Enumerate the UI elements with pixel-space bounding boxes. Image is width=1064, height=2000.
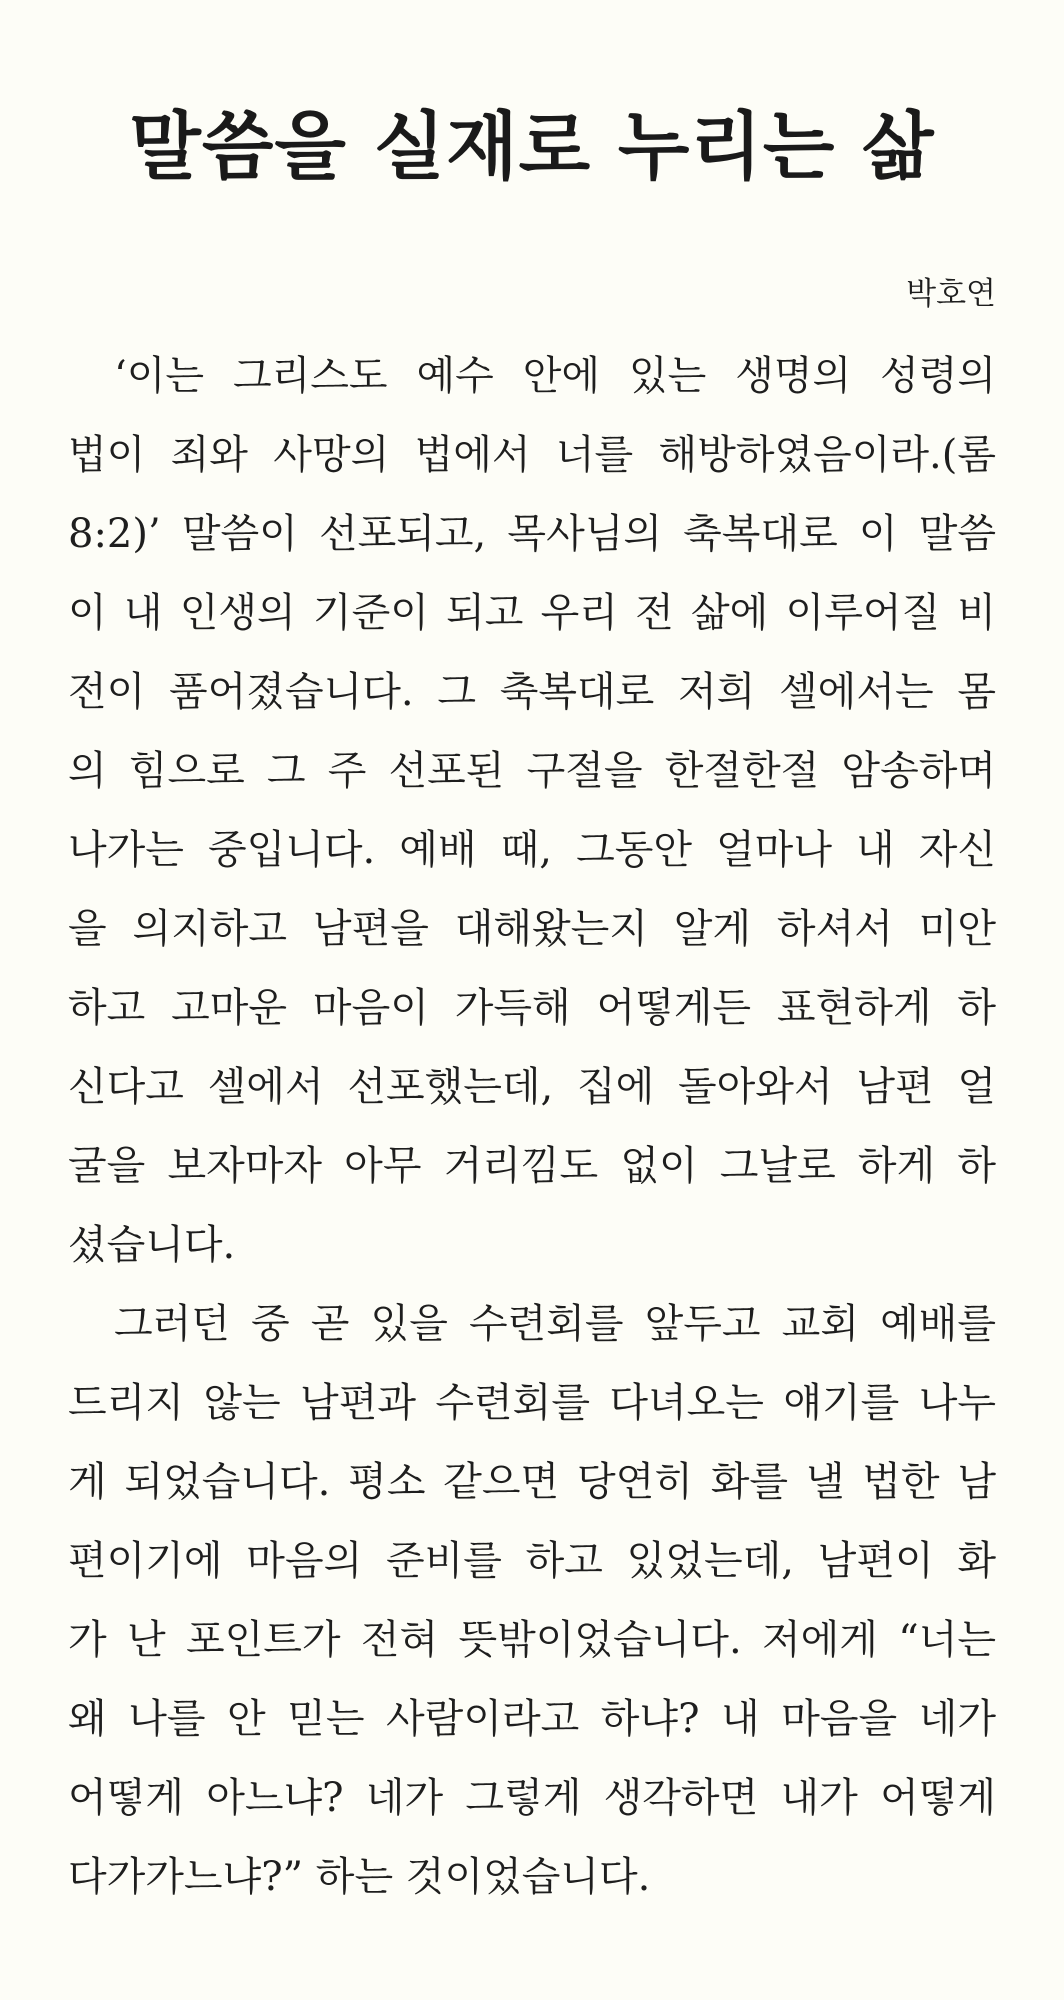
article-author: 박호연 xyxy=(906,276,996,312)
text-line: 셨습니다. xyxy=(68,1222,236,1268)
text-line: 굴을 보자마자 아무 거리낌도 없이 그날로 하게 하 xyxy=(68,1143,996,1189)
article-body xyxy=(68,337,996,1917)
text-line: 편이기에 마음의 준비를 하고 있었는데, 남편이 화 xyxy=(68,1538,996,1584)
text-line: 신다고 셀에서 선포했는데, 집에 돌아와서 남편 얼 xyxy=(68,1064,996,1110)
text-line: 왜 나를 안 믿는 사람이라고 하냐? 내 마음을 네가 xyxy=(68,1696,996,1742)
text-line: 8:2)’ 말씀이 선포되고, 목사님의 축복대로 이 말씀 xyxy=(68,511,996,557)
text-line: 드리지 않는 남편과 수련회를 다녀오는 얘기를 나누 xyxy=(68,1380,996,1426)
paragraph xyxy=(68,1285,996,1917)
text-line: 의 힘으로 그 주 선포된 구절을 한절한절 암송하며 xyxy=(68,748,996,794)
text-line: ‘이는 그리스도 예수 안에 있는 생명의 성령의 xyxy=(114,353,996,399)
text-line: 법이 죄와 사망의 법에서 너를 해방하였음이라.(롬 xyxy=(68,432,996,478)
text-line: 하고 고마운 마음이 가득해 어떻게든 표현하게 하 xyxy=(68,985,996,1031)
text-line: 게 되었습니다. 평소 같으면 당연히 화를 낼 법한 남 xyxy=(68,1459,996,1505)
article-title: 말씀을 실재로 누리는 삶 xyxy=(129,104,935,190)
text-line: 어떻게 아느냐? 네가 그렇게 생각하면 내가 어떻게 xyxy=(68,1775,996,1821)
text-line: 그러던 중 곧 있을 수련회를 앞두고 교회 예배를 xyxy=(114,1301,996,1347)
text-line: 다가가느냐?” 하는 것이었습니다. xyxy=(68,1854,651,1900)
text-line: 전이 품어졌습니다. 그 축복대로 저희 셀에서는 몸 xyxy=(68,669,996,715)
article xyxy=(68,0,996,1917)
text-line: 을 의지하고 남편을 대해왔는지 알게 하셔서 미안 xyxy=(68,906,996,952)
paragraph xyxy=(68,337,996,1285)
text-line: 가 난 포인트가 전혀 뜻밖이었습니다. 저에게 “너는 xyxy=(68,1617,996,1663)
text-line: 이 내 인생의 기준이 되고 우리 전 삶에 이루어질 비 xyxy=(68,590,996,636)
text-line: 나가는 중입니다. 예배 때, 그동안 얼마나 내 자신 xyxy=(68,827,996,873)
